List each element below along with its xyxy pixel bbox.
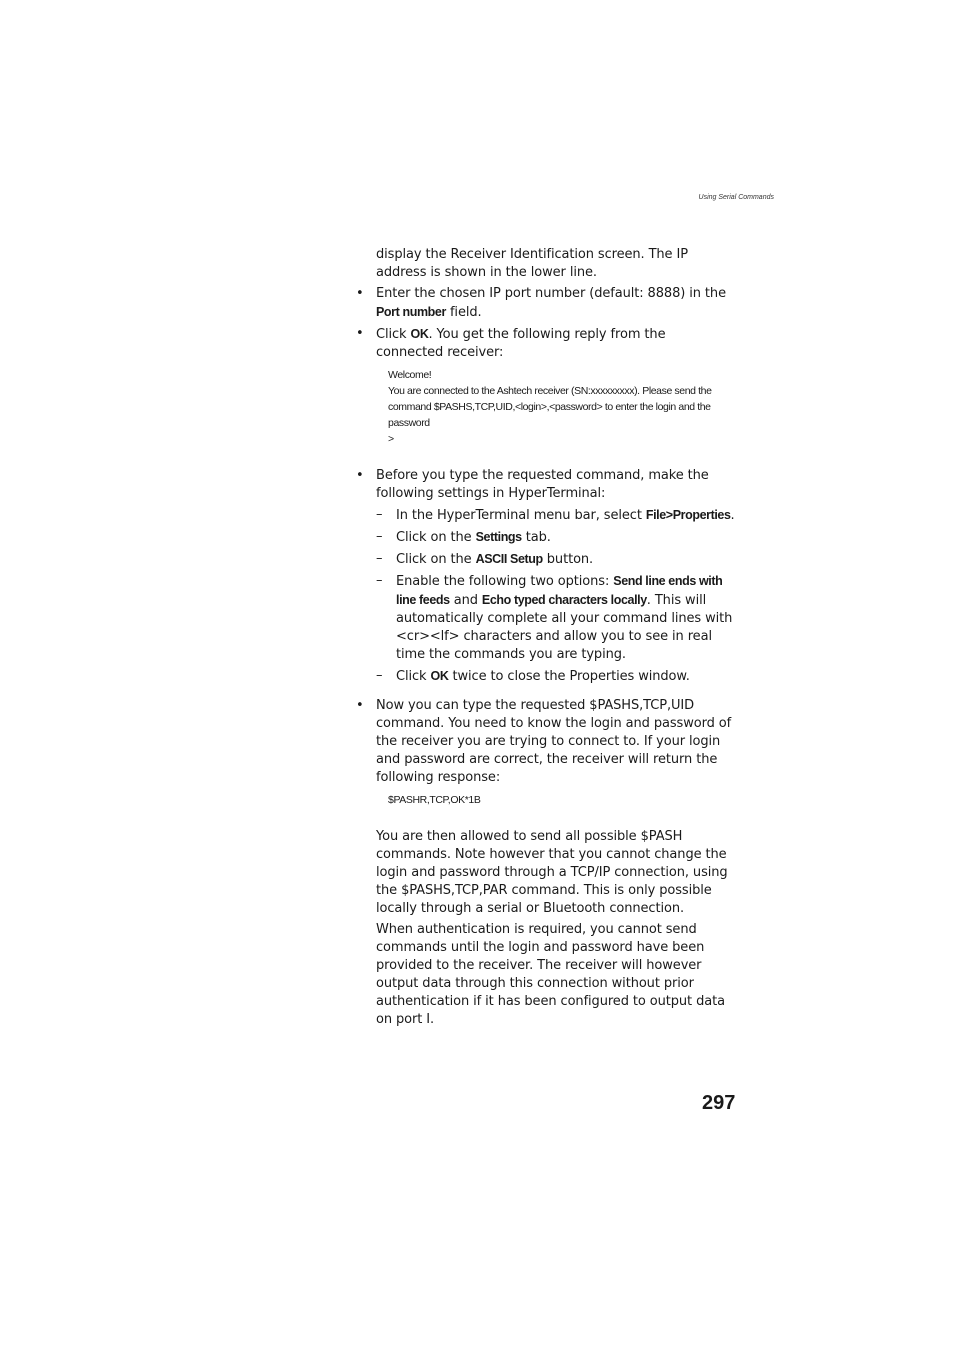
ui-term: Echo typed characters locally	[481, 593, 647, 607]
intro-paragraph: display the Receiver Identification screen. The IP address is shown in the lower line.	[376, 247, 688, 280]
outro-paragraph: When authentication is required, you cannot send commands until the login and password have been provided to the receiver. The receiver will however output data through this connection without prior authentication if it has been configured to output data on port I.	[376, 922, 725, 1027]
bullet-text: Enter the chosen IP port number (default: 8888) in the	[376, 286, 726, 301]
sub-item-file-properties	[396, 506, 736, 525]
bullet-text: . You get the following reply from the connected receiver:	[376, 327, 666, 360]
outro-paragraph: You are then allowed to send all possible $PASH commands. Note however that you cannot change the login and password through a TCP/IP connection, using the $PASHS,TCP,PAR command. This is only possible locally through a serial or Bluetooth connection.	[376, 829, 728, 916]
sub-item-text: twice to close the Properties window.	[448, 669, 690, 684]
ui-term: Settings	[475, 530, 522, 544]
sub-item-text: . This will automatically complete all your command lines with <cr><lf> characters and allow you to see in real time the commands you are typing.	[396, 593, 733, 662]
sub-item-settings-tab	[396, 528, 736, 547]
ui-term: Port number	[376, 305, 446, 319]
list-item-click-ok	[376, 325, 736, 362]
sub-item-enable-options	[396, 572, 736, 664]
sub-item-text: Click	[396, 669, 431, 684]
sub-item-text: Click on the	[396, 530, 476, 545]
page-body	[376, 246, 736, 1032]
sub-item-text: and	[449, 593, 482, 608]
response-code-block	[388, 792, 736, 808]
code-line: Welcome!	[388, 369, 432, 381]
bullet-text: Click	[376, 327, 411, 342]
ui-term: OK	[410, 327, 429, 341]
sub-item-text: In the HyperTerminal menu bar, select	[396, 508, 646, 523]
sub-item-text: Enable the following two options:	[396, 574, 614, 589]
reply-code-block	[388, 367, 736, 447]
ui-term: Send line ends with line feeds	[396, 574, 723, 607]
list-item-settings: • Before you type the requested command, make the following settings in HyperTerminal:	[376, 467, 736, 503]
bullet-text: field.	[445, 305, 482, 320]
sub-item-text: tab.	[521, 530, 551, 545]
list-item-port-number	[376, 285, 736, 322]
list-item-type-command: • Now you can type the requested $PASHS,TCP,UID command. You need to know the login and password of the receiver you are trying to connect to. If your login and password are correct, the receiver will return the following response:	[376, 697, 736, 787]
code-line: You are connected to the Ashtech receiver (SN:xxxxxxxxx). Please send the command $PASHS,TCP,UID,<login>,<password> to enter the login and the password	[388, 385, 712, 429]
sub-item-click-ok-twice	[396, 667, 736, 686]
page-number: 297	[702, 1092, 736, 1114]
ui-term: ASCII Setup	[475, 552, 543, 566]
code-line: $PASHR,TCP,OK*1B	[388, 794, 481, 806]
sub-item-text: .	[730, 508, 735, 523]
running-header: Using Serial Commands	[698, 194, 774, 201]
sub-item-text: Click on the	[396, 552, 476, 567]
code-line: >	[388, 433, 394, 445]
sub-item-text: button.	[542, 552, 594, 567]
sub-item-ascii-setup	[396, 550, 736, 569]
ui-term: File>Properties	[645, 508, 731, 522]
ui-term: OK	[430, 669, 449, 683]
